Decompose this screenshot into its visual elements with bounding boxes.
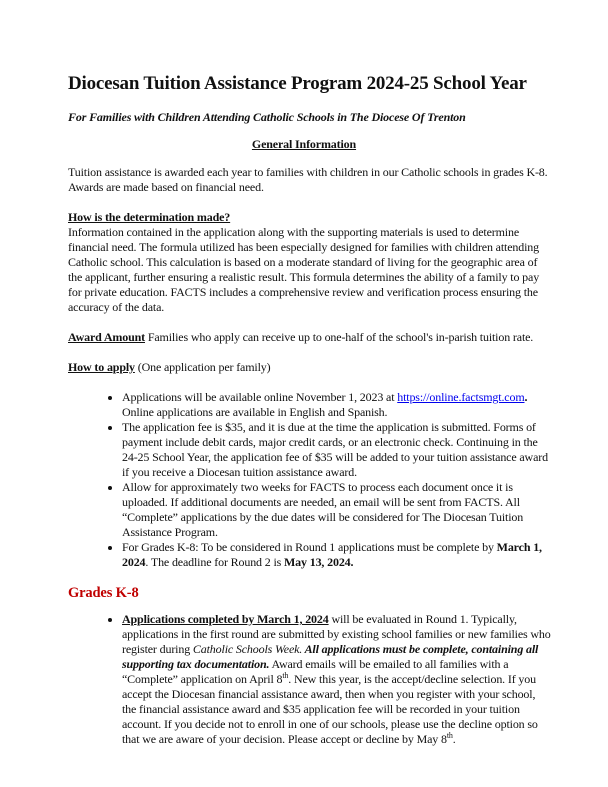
determination-section <box>68 210 552 315</box>
award-amount-paragraph <box>68 330 552 345</box>
determination-heading: How is the determination made? <box>68 210 231 224</box>
bullet-item <box>122 480 552 540</box>
text-segment: March 1, 2024 <box>122 540 542 569</box>
determination-paragraph: Information contained in the application along with the supporting materials is used to determine financial need. The formula utilized has been especially designed for families with children attending Catholic school. This calculation is based on a moderate standard of living for the geographic area of the applicant, further ensuring a realistic result. This formula determines the ability of a family to pay for private education. FACTS includes a comprehensive review and verification process ensuring the accuracy of the data. <box>68 225 540 314</box>
text-segment: For Grades K-8: To be considered in Round 1 applications must be complete by <box>122 540 497 554</box>
text-segment: . <box>524 390 528 404</box>
document-subtitle: For Families with Children Attending Catholic Schools in The Diocese Of Trenton <box>68 110 466 124</box>
text-segment: Applications will be available online November 1, 2023 at <box>122 390 398 404</box>
text-segment: All applications must be complete, containing all supporting tax documentation. <box>122 642 539 671</box>
general-information-heading: General Information <box>251 137 357 151</box>
text-segment: Award emails will be emailed to all families with a “Complete” application on April 8 <box>122 657 509 686</box>
text-segment: Families who apply can receive up to one-half of the school's in-parish tuition rate. <box>145 330 534 344</box>
how-to-apply-heading <box>68 360 552 375</box>
document-content <box>68 73 552 747</box>
text-segment: . The deadline for Round 2 is <box>145 555 284 569</box>
text-segment: Allow for approximately two weeks for FACTS to process each document once it is uploaded. If additional documents are needed, an email will be sent from FACTS. All “Complete” applications by the due dates will be considered for The Diocesan Tuition Assistance Program. <box>122 480 524 539</box>
text-segment: . New this year, is the accept/decline selection. If you accept the Diocesan financial assistance award, then when you register with your school, the financial assistance award and $35 application fee will be recorded in your tuition account. If you decide not to enroll in one of our schools, please use the decline option so that we are aware of your decision. Please accept or decline by May 8 <box>122 672 538 746</box>
award-amount-label: Award Amount <box>68 330 145 344</box>
bullet-item <box>122 420 552 480</box>
superscript: th <box>446 731 453 740</box>
how-to-apply-bullet-list <box>68 390 552 570</box>
text-segment: Catholic Schools Week. <box>192 642 303 656</box>
text-segment: will be evaluated in Round 1. Typically, applications in the first round are submitted by existing school families or new families who register during <box>122 612 551 656</box>
factsmgt-link[interactable]: https://online.factsmgt.com <box>397 390 525 404</box>
bullet-item <box>122 540 552 570</box>
text-segment: The application fee is $35, and it is due at the time the application is submitted. Forms of payment include debit cards, major credit cards, or an electronic check. Continuing in the 24-25 School Year, the application fee of $35 will be added to your tuition assistance award if you receive a Diocesan tuition assistance award. <box>122 420 548 479</box>
text-segment: Online applications are available in English and Spanish. <box>122 405 388 419</box>
text-segment: May 13, 2024. <box>284 555 354 569</box>
general-information-paragraph: Tuition assistance is awarded each year to families with children in our Catholic schools in grades K-8. Awards are made based on financial need. <box>68 165 548 194</box>
round1-deadline-label: Applications completed by March 1, 2024 <box>122 612 329 626</box>
bullet-item <box>122 390 552 420</box>
how-to-apply-label: How to apply <box>68 360 135 374</box>
grades-k8-heading: Grades K-8 <box>68 585 139 601</box>
document-title: Diocesan Tuition Assistance Program 2024-25 School Year <box>68 73 527 94</box>
bullet-item <box>122 612 552 747</box>
text-segment: (One application per family) <box>134 360 271 374</box>
grades-k8-bullet-list <box>68 612 552 747</box>
superscript: th <box>282 671 289 680</box>
text-segment: . <box>452 732 456 746</box>
